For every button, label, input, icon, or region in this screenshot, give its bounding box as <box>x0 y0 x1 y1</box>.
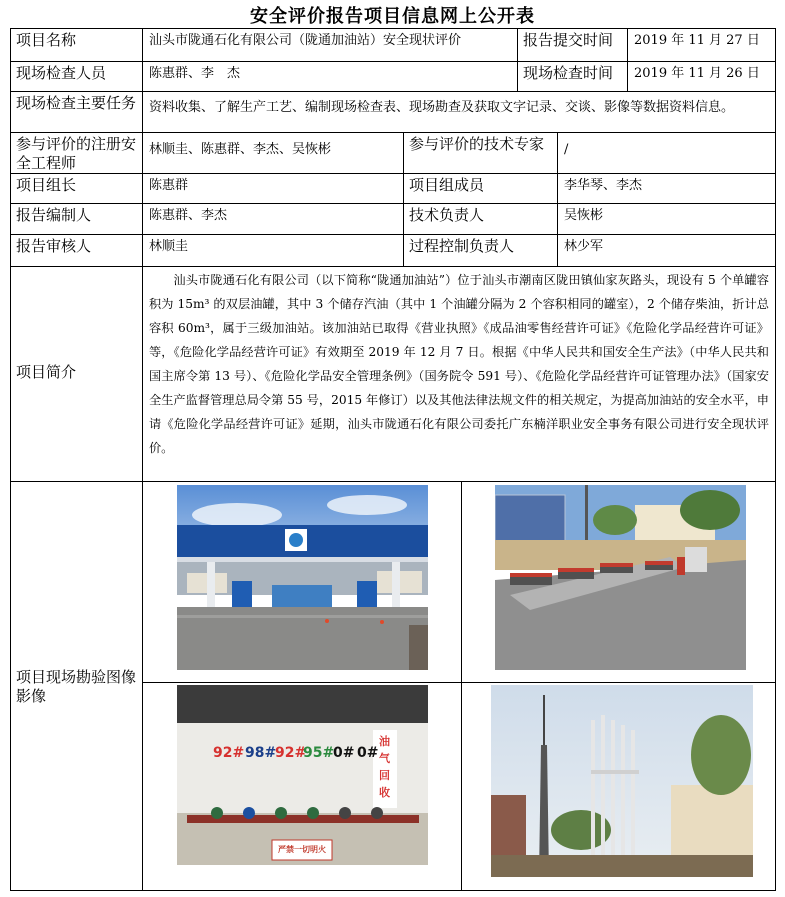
photos-label: 项目现场勘验图像影像 <box>10 481 143 891</box>
members-value: 李华琴、李杰 <box>557 173 776 204</box>
inspect-time-label: 现场检查时间 <box>517 61 628 92</box>
tech-value: 吴恢彬 <box>557 203 776 235</box>
compiler-value: 陈惠群、李杰 <box>142 203 404 235</box>
fuel-grade-6: 0# <box>357 745 379 761</box>
project-name-label: 项目名称 <box>10 28 143 62</box>
photo-fuel-grade-panel <box>177 685 428 865</box>
engineers-value: 林顺圭、陈惠群、李杰、吴恢彬 <box>142 132 404 174</box>
fuel-grade-4: 95# <box>303 745 335 761</box>
experts-label: 参与评价的技术专家 <box>403 132 558 174</box>
fuel-grade-5: 0# <box>333 745 355 761</box>
leader-label: 项目组长 <box>10 173 143 204</box>
fuel-grade-1: 92# <box>213 745 245 761</box>
reviewer-label: 报告审核人 <box>10 234 143 267</box>
project-name-value: 汕头市陇通石化有限公司（陇通加油站）安全现状评价 <box>142 28 518 62</box>
engineers-label: 参与评价的注册安全工程师 <box>10 132 143 174</box>
inspect-time-value: 2019 年 11 月 26 日 <box>627 61 776 92</box>
tasks-label: 现场检查主要任务 <box>10 91 143 133</box>
photo-vent-pipes <box>491 685 753 877</box>
no-fire-warning-sign: 严禁一切明火 <box>278 845 326 854</box>
inspectors-value: 陈惠群、李 杰 <box>142 61 518 92</box>
compiler-label: 报告编制人 <box>10 203 143 235</box>
vapor-recovery-label: 油气回收 <box>379 735 390 799</box>
fuel-grade-2: 98# <box>245 745 277 761</box>
inspectors-label: 现场检查人员 <box>10 61 143 92</box>
tech-label: 技术负责人 <box>403 203 558 235</box>
photo-tank-area <box>495 485 746 670</box>
submit-time-label: 报告提交时间 <box>517 28 628 62</box>
page-title: 安全评价报告项目信息网上公开表 <box>250 6 535 27</box>
intro-text-cell <box>142 266 776 482</box>
intro-paragraph: 汕头市陇通石化有限公司（以下简称“陇通加油站”）位于汕头市潮南区陇田镇仙家灰路头，现设有 5 个单罐容积为 15m³ 的双层油罐，其中 3 个储存汽油（其中 1 个油罐分隔为 2 个容积相同的罐室），2 个储存柴油，折计总容积 60m³，属于三级加油站。该加油站已取得《营业执照》《成品油零售经营许可证》《危险化学品经营许可证》等，《危险化学品经营许可证》有效期至 2019 年 12 月 7 日。根据《中华人民共和国安全生产法》（中华人民共和国主席令第 13 号）、《危险化学品安全管理条例》（国务院令 591 号）、《危险化学品经营许可证管理办法》（国家安全生产监督管理总局令第 55 号，2015 年修订）以及其他法律法规文件的相关规定，为提高加油站的安全水平，申请《危险化学品经营许可证》延期，汕头市陇通石化有限公司委托广东楠洋职业安全事务有限公司进行安全现状评价。 <box>149 273 769 455</box>
fuel-grade-3: 92# <box>275 745 307 761</box>
process-value: 林少军 <box>557 234 776 267</box>
intro-label: 项目简介 <box>10 266 143 482</box>
members-label: 项目组成员 <box>403 173 558 204</box>
experts-value: / <box>557 132 776 174</box>
leader-value: 陈惠群 <box>142 173 404 204</box>
reviewer-value: 林顺圭 <box>142 234 404 267</box>
tasks-value: 资料收集、了解生产工艺、编制现场检查表、现场勘查及获取文字记录、交谈、影像等数据资料信息。 <box>142 91 776 133</box>
photo-gas-station-canopy <box>177 485 428 670</box>
submit-time-value: 2019 年 11 月 27 日 <box>627 28 776 62</box>
process-label: 过程控制负责人 <box>403 234 558 267</box>
